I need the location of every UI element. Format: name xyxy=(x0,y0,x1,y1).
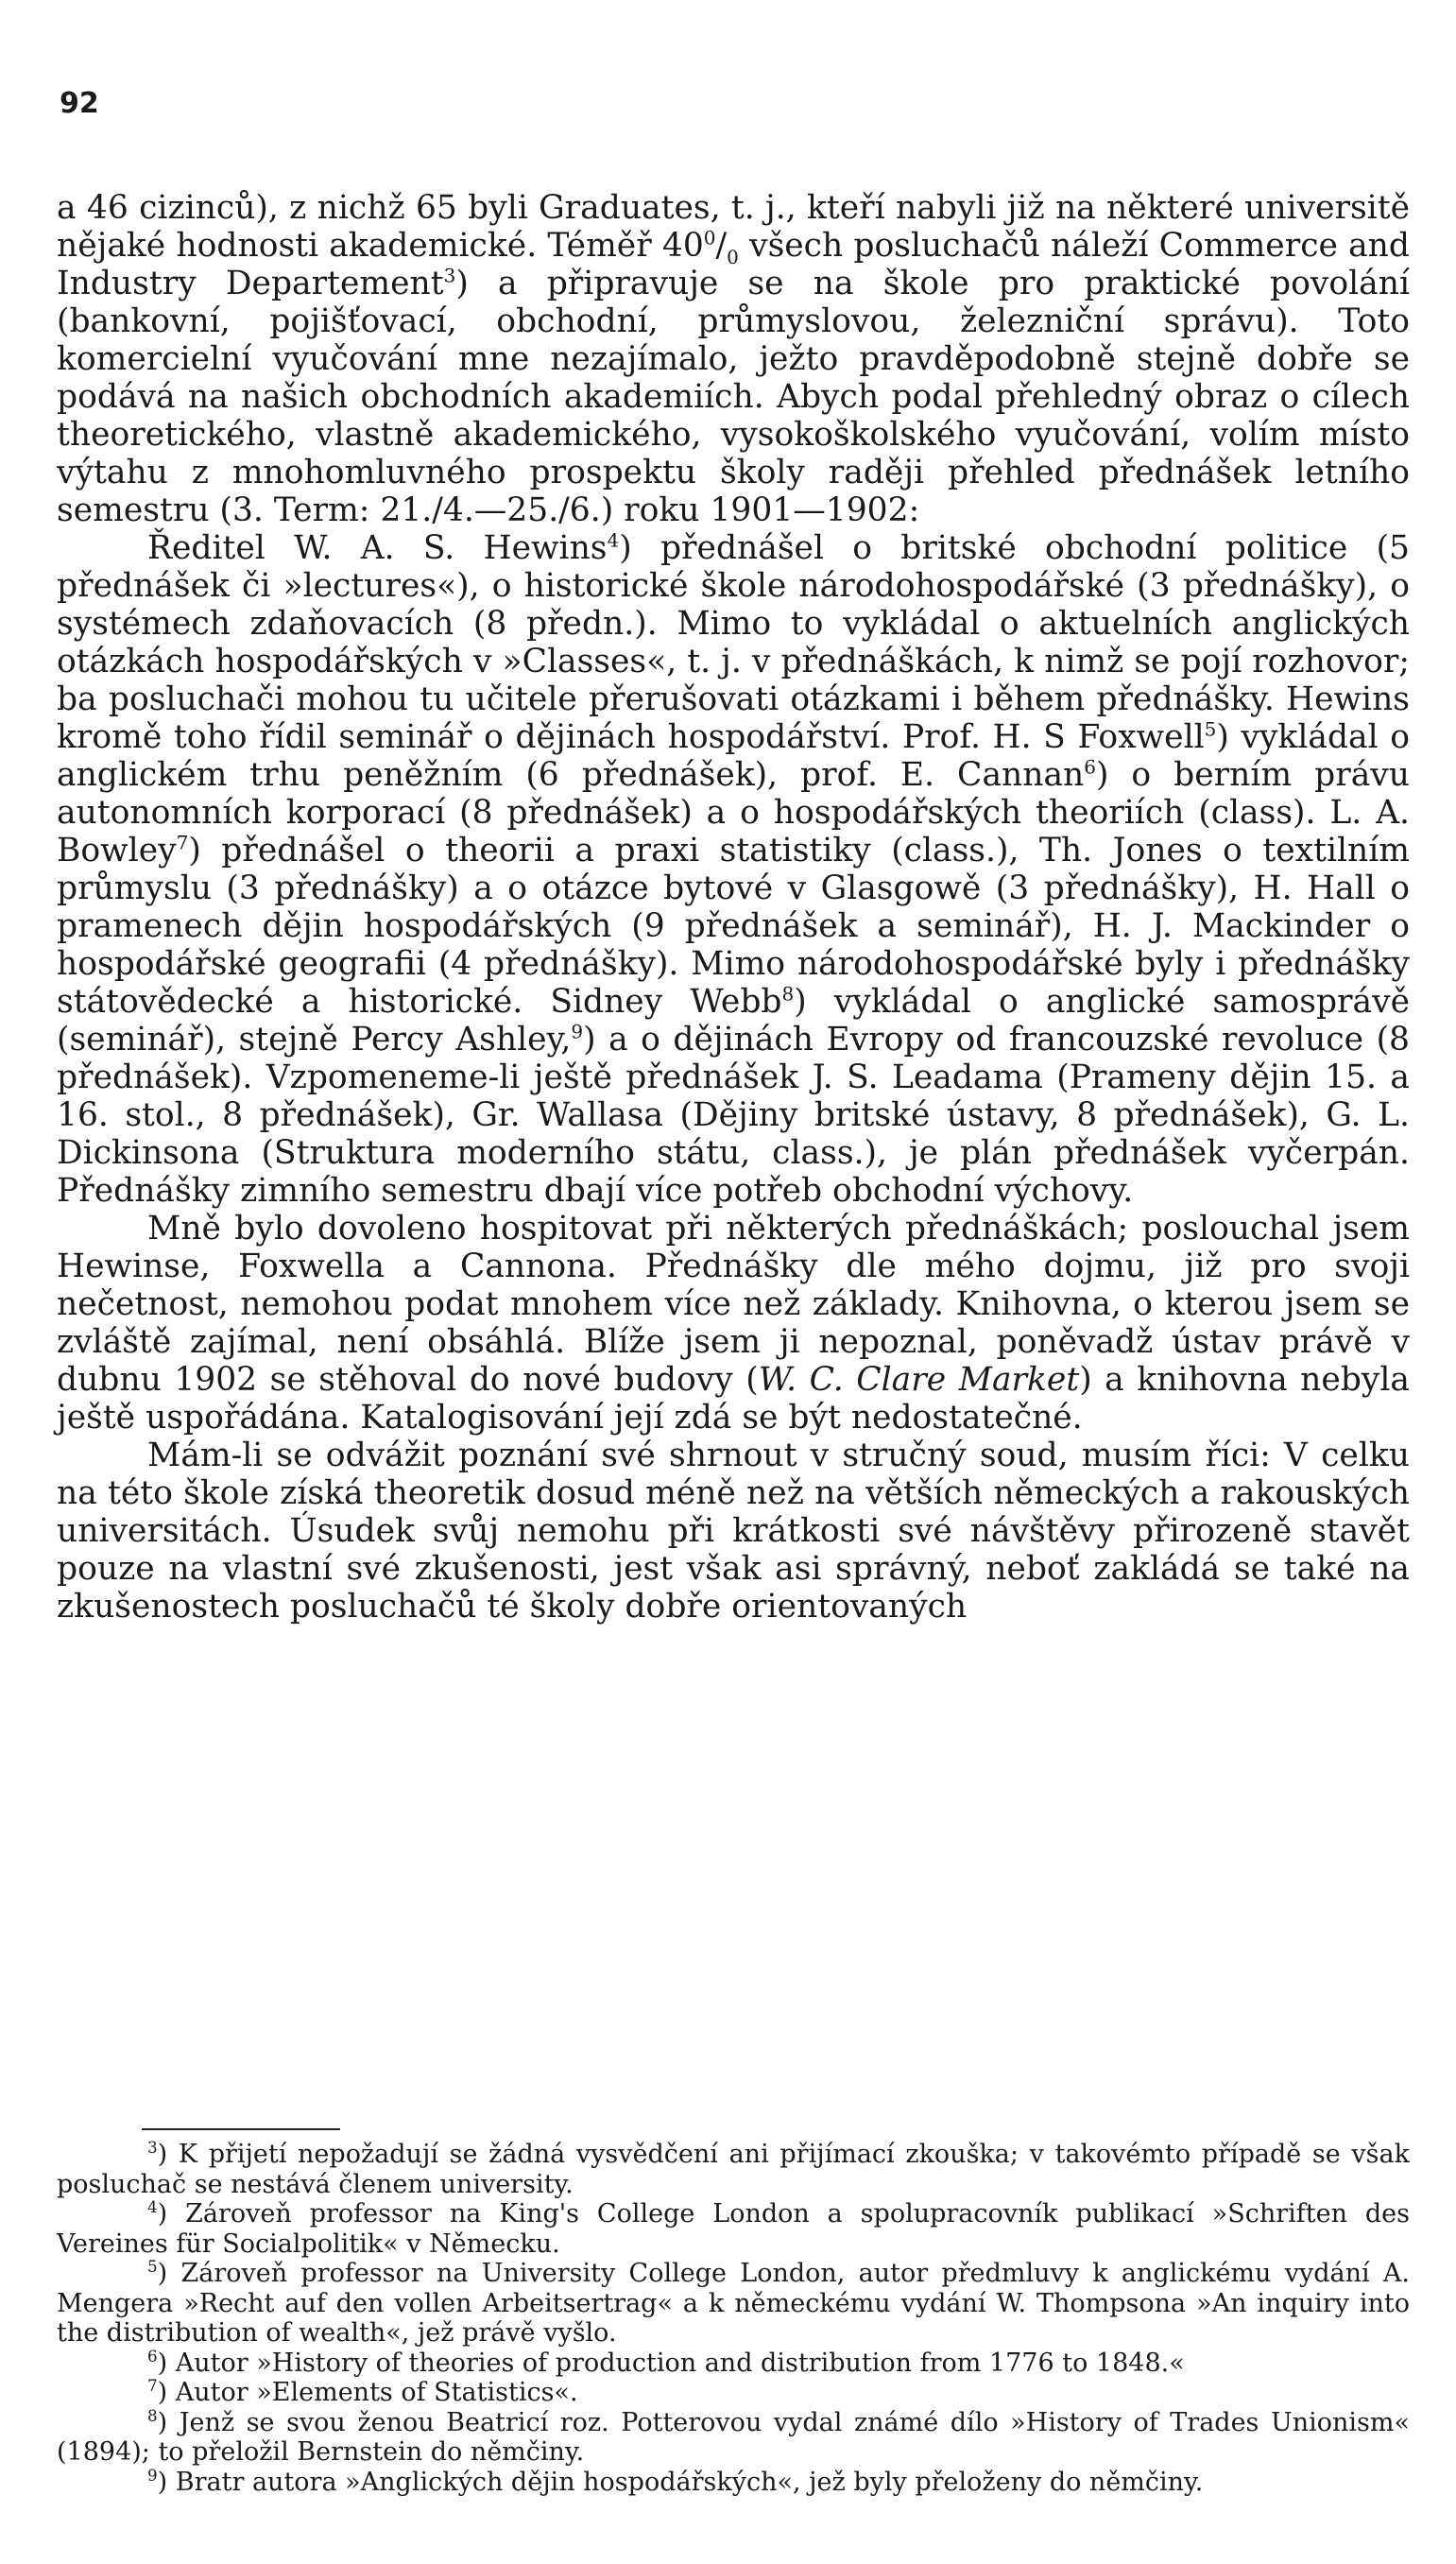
footnote-separator xyxy=(142,2128,340,2130)
text-run: Ředitel W. A. S. Hewins xyxy=(147,529,608,567)
text-run: ) a knihovna nebyla ještě uspořádána. Katalogisování její zdá se být nedostatečné. xyxy=(57,1361,1410,1437)
footnote-ref: 9 xyxy=(571,1020,584,1043)
footnote xyxy=(57,2346,1410,2379)
footnote-marker: 5 xyxy=(147,2257,158,2276)
text-run: ) vykládal o anglickém trhu peněžním (6 přednášek), prof. E. Cannan xyxy=(57,718,1410,794)
footnote-text: ) K přijetí nepožadují se žádná vysvědčení ani přijímací zkouška; v takovémto případě se však posluchač se nestává členem university. xyxy=(57,2140,1410,2199)
footnote-ref: 0 xyxy=(703,226,716,250)
footnote-ref: 6 xyxy=(1084,755,1096,779)
footnote xyxy=(57,2259,1410,2349)
paragraph xyxy=(57,1437,1410,1626)
footnote-marker: 7 xyxy=(147,2376,158,2395)
footnote-text: ) Zároveň professor na University College London, autor předmluvy k anglickému vydání A. Mengera »Recht auf den vollen Arbeitsertrag« a k německému vydání W. Thompsona »An inquiry into the distribution of wealth«, jež právě vyšlo. xyxy=(57,2259,1410,2348)
text-run: Mám-li se odvážit poznání své shrnout v stručný soud, musím říci: V celku na této škole získá theoretik dosud méně než na větších německých a rakouských universitách. Úsudek svůj nemohu při krátkosti své návštěvy přirozeně stavět pouze na vlastní své zkušenosti, jest však asi správný, neboť zakládá se také na zkušenostech posluchačů té školy dobře orientovaných xyxy=(57,1437,1410,1626)
text-run: ) vykládal o anglické samosprávě (seminář), stejně Percy Ashley, xyxy=(57,983,1410,1058)
footnote xyxy=(57,2405,1410,2468)
footnote-text: ) Zároveň professor na King's College London a spolupracovník publikací »Schriften des Vereines für Socialpolitik« v Německu. xyxy=(57,2199,1410,2259)
paragraph xyxy=(57,1210,1410,1437)
footnote-ref: 5 xyxy=(1204,717,1217,741)
footnote-text: ) Jenž se svou ženou Beatricí roz. Potterovou vydal známé dílo »History of Trades Unionism« (1894); to přeložil Bernstein do němčiny. xyxy=(57,2407,1410,2467)
text-run: ) přednášel o theorii a praxi statistiky (class.), Th. Jones o textilním průmyslu (3 přednášky) a o otázce bytové v Glasgowě (3 přednášky), H. Hall o pramenech dějin hospodářských (9 přednášek a seminář), H. J. Mackinder o hospodářské geografii (4 přednášky). Mimo národohospodářské byly i přednášky státovědecké a historické. Sidney Webb xyxy=(57,832,1410,1021)
footnote-marker: 9 xyxy=(147,2465,158,2485)
footnote-marker: 4 xyxy=(147,2197,158,2216)
footnote xyxy=(57,2140,1410,2199)
footnote-marker: 6 xyxy=(147,2346,158,2366)
subscript: 0 xyxy=(727,245,739,268)
footnote xyxy=(57,2199,1410,2259)
text-run: všech posluchačů náleží Commerce and Industry Departement xyxy=(57,227,1410,302)
footnote-ref: 4 xyxy=(607,528,620,552)
footnote xyxy=(57,2465,1410,2498)
text-run: a 46 cizinců), z nichž 65 byli Graduates, t. j., kteří nabyli již na některé universitě nějaké hodnosti akademické. Téměř 40 xyxy=(57,189,1410,265)
text-run: ) a o dějinách Evropy od francouzské revoluce (8 přednášek). Vzpomeneme-li ještě přednášek J. S. Leadama (Prameny dějin 15. a 16. stol., 8 přednášek), Gr. Wallasa (Dějiny britské ústavy, 8 přednášek), G. L. Dickinsona (Struktura moderního státu, class.), je plán přednášek vyčerpán. Přednášky zimního semestru dbají více potřeb obchodní výchovy. xyxy=(57,1021,1410,1210)
text-run: / xyxy=(715,227,728,265)
footnote-text: ) Autor »History of theories of production and distribution from 1776 to 1848.« xyxy=(157,2348,1185,2378)
footnote-marker: 3 xyxy=(147,2138,158,2157)
footnote-ref: 8 xyxy=(781,982,795,1006)
paragraph xyxy=(57,189,1410,529)
body-text xyxy=(57,189,1410,1626)
footnote-ref: 7 xyxy=(176,831,189,854)
footnote-text: ) Bratr autora »Anglických dějin hospodářských«, jež byly přeloženy do němčiny. xyxy=(157,2467,1204,2497)
italic-text: W. C. Clare Market xyxy=(758,1361,1080,1399)
page-number: 92 xyxy=(60,87,99,120)
paragraph xyxy=(57,529,1410,1210)
footnotes xyxy=(57,2140,1410,2497)
footnote-ref: 3 xyxy=(443,264,456,287)
text-run: ) přednášel o britské obchodní politice (5 přednášek či »lectures«), o historické škole národohospodářské (3 přednášky), o systémech zdaňovacích (8 předn.). Mimo to vykládal o aktuelních anglických otázkách hospodářských v »Classes«, t. j. v přednáškách, k nimž se pojí rozhovor; ba posluchači mohou tu učitele přerušovati otázkami i během přednášky. Hewins kromě toho řídil seminář o dějinách hospodářství. Prof. H. S Foxwell xyxy=(57,529,1410,756)
text-run: ) o berním právu autonomních korporací (8 přednášek) a o hospodářských theoriích (class). L. A. Bowley xyxy=(57,756,1410,869)
text-run: Mně bylo dovoleno hospitovat při některých přednáškách; poslouchal jsem Hewinse, Foxwella a Cannona. Přednášky dle mého dojmu, již pro svoji nečetnost, nemohou podat mnohem více než základy. Knihovna, o kterou jsem se zvláště zajímal, není obsáhlá. Blíže jsem ji nepoznal, poněvadž ústav právě v dubnu 1902 se stěhoval do nové budovy ( xyxy=(57,1210,1410,1399)
footnote xyxy=(57,2378,1410,2408)
text-run: ) a připravuje se na škole pro praktické povolání (bankovní, pojišťovací, obchodní, průmyslovou, železniční správu). Toto komercielní vyučování mne nezajímalo, ježto pravděpodobně stejně dobře se podává na našich obchodních akademiích. Abych podal přehledný obraz o cílech theoretického, vlastně akademického, vysokoškolského vyučování, volím místo výtahu z mnohomluvného prospektu školy raději přehled přednášek letního semestru (3. Term: 21./4.—25./6.) roku 1901—1902: xyxy=(57,265,1411,529)
footnote-text: ) Autor »Elements of Statistics«. xyxy=(157,2378,578,2407)
footnote-marker: 8 xyxy=(147,2405,158,2425)
